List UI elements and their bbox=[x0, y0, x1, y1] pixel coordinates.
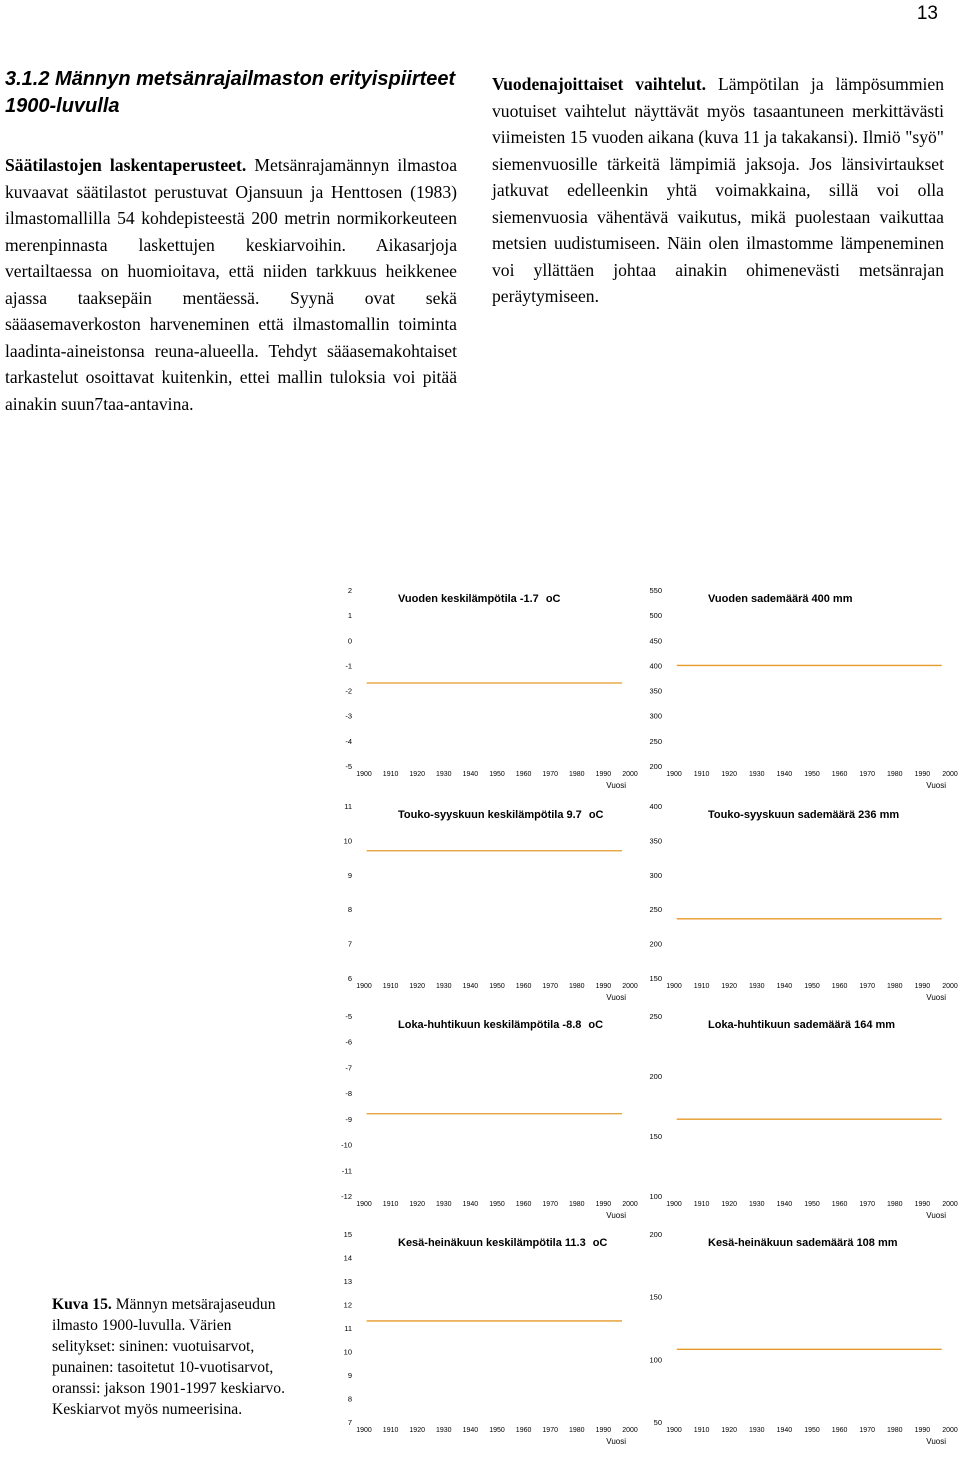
y-tick-label: -5 bbox=[345, 762, 352, 771]
x-tick-label: 2000 bbox=[942, 1427, 958, 1434]
chart-may-sep-precipitation bbox=[648, 800, 958, 1008]
chart-title-unit: oC bbox=[588, 809, 604, 821]
y-tick-label: 200 bbox=[649, 1230, 662, 1239]
x-tick-label: 1900 bbox=[666, 983, 682, 990]
x-axis-label: Vuosi bbox=[606, 1437, 626, 1446]
chart-title bbox=[708, 1019, 895, 1031]
x-tick-label: 1910 bbox=[693, 771, 710, 778]
x-tick-label: 1970 bbox=[859, 771, 875, 778]
x-tick-label: 1900 bbox=[666, 1427, 682, 1434]
y-tick-label: -4 bbox=[345, 736, 352, 746]
x-tick-label: 1920 bbox=[409, 1201, 425, 1208]
x-tick-label: 1910 bbox=[382, 771, 399, 778]
y-tick-label: -7 bbox=[345, 1063, 352, 1073]
x-tick-label: 1950 bbox=[489, 1201, 505, 1208]
y-tick-label: -10 bbox=[341, 1140, 352, 1150]
y-tick-label: 6 bbox=[347, 974, 352, 983]
x-tick-label: 1990 bbox=[914, 1427, 931, 1434]
x-tick-label: 1910 bbox=[693, 1427, 710, 1434]
figure-caption bbox=[52, 1294, 298, 1420]
x-tick-label: 1940 bbox=[776, 1427, 793, 1434]
y-tick-label: -1 bbox=[345, 661, 352, 671]
x-tick-label: 1900 bbox=[666, 1201, 682, 1208]
x-tick-label: 1980 bbox=[569, 1427, 585, 1434]
y-tick-label: -9 bbox=[345, 1114, 352, 1124]
y-tick-label: 250 bbox=[649, 1012, 662, 1021]
x-tick-label: 1980 bbox=[887, 1201, 903, 1208]
figure-caption-lead: Kuva 15. bbox=[52, 1296, 112, 1313]
x-tick-label: 1980 bbox=[887, 983, 903, 990]
chart-jun-jul-temperature bbox=[338, 1228, 638, 1452]
chart-title bbox=[398, 1019, 603, 1031]
left-paragraph bbox=[5, 152, 457, 417]
y-tick-label: -12 bbox=[341, 1192, 352, 1201]
chart-title-text: Vuoden sademäärä 400 mm bbox=[708, 593, 853, 605]
x-tick-label: 1950 bbox=[804, 1201, 820, 1208]
x-tick-label: 1970 bbox=[859, 983, 875, 990]
x-tick-label: 1960 bbox=[831, 983, 848, 990]
figure-caption-body: Männyn metsärajaseudun ilmasto 1900-luvulla. Värien selitykset: sininen: vuotuisarvot, punainen: tasoitetut 10-vuotisarvot, oranssi: jakson 1901-1997 keskiarvo. Keskiarvot myös numeerisina. bbox=[52, 1296, 286, 1418]
x-tick-label: 1930 bbox=[749, 1201, 765, 1208]
x-tick-label: 2000 bbox=[622, 771, 638, 778]
x-tick-label: 2000 bbox=[942, 1201, 958, 1208]
chart-oct-apr-temperature bbox=[338, 1010, 638, 1226]
y-tick-label: 9 bbox=[347, 870, 352, 880]
x-tick-label: 1990 bbox=[595, 1201, 612, 1208]
x-tick-label: 1900 bbox=[356, 771, 372, 778]
x-tick-label: 1980 bbox=[569, 1201, 585, 1208]
y-tick-label: -8 bbox=[345, 1089, 352, 1099]
x-tick-label: 1930 bbox=[749, 1427, 765, 1434]
y-tick-label: 150 bbox=[649, 1132, 662, 1141]
y-tick-label: 0 bbox=[347, 636, 352, 646]
y-tick-label: 50 bbox=[653, 1418, 662, 1427]
x-axis-label: Vuosi bbox=[926, 1437, 946, 1446]
chart-title bbox=[398, 1237, 607, 1249]
x-tick-label: 1990 bbox=[914, 771, 931, 778]
x-tick-label: 1970 bbox=[859, 1427, 875, 1434]
x-tick-label: 1950 bbox=[804, 771, 820, 778]
x-tick-label: 1940 bbox=[776, 983, 793, 990]
x-tick-label: 1910 bbox=[382, 1427, 399, 1434]
x-tick-label: 1960 bbox=[831, 771, 848, 778]
x-tick-label: 1990 bbox=[595, 771, 612, 778]
y-tick-label: 150 bbox=[649, 974, 662, 983]
y-tick-label: 550 bbox=[649, 586, 662, 595]
x-tick-label: 1960 bbox=[515, 1427, 532, 1434]
x-tick-label: 2000 bbox=[942, 983, 958, 990]
x-tick-label: 1900 bbox=[356, 1427, 372, 1434]
x-tick-label: 1900 bbox=[356, 983, 372, 990]
x-tick-label: 1980 bbox=[887, 1427, 903, 1434]
y-tick-label: 150 bbox=[649, 1292, 662, 1302]
x-tick-label: 1990 bbox=[914, 983, 931, 990]
chart-annual-precipitation bbox=[648, 584, 958, 796]
y-tick-label: 400 bbox=[649, 802, 662, 811]
x-tick-label: 1960 bbox=[515, 983, 532, 990]
y-tick-label: 10 bbox=[343, 836, 352, 846]
chart-title bbox=[398, 809, 604, 821]
y-tick-label: 9 bbox=[347, 1371, 352, 1380]
y-tick-label: 11 bbox=[344, 802, 352, 811]
x-axis-label: Vuosi bbox=[926, 993, 946, 1002]
y-tick-label: 100 bbox=[649, 1192, 662, 1201]
y-tick-label: 350 bbox=[649, 686, 662, 696]
y-tick-label: -2 bbox=[345, 686, 352, 696]
y-tick-label: 200 bbox=[649, 1072, 662, 1081]
x-tick-label: 1920 bbox=[409, 1427, 425, 1434]
x-tick-label: 1930 bbox=[749, 983, 765, 990]
chart-title-text: Kesä-heinäkuun keskilämpötila 11.3 bbox=[398, 1237, 586, 1249]
chart-title-text: Kesä-heinäkuun sademäärä 108 mm bbox=[708, 1237, 898, 1249]
x-tick-label: 1940 bbox=[462, 983, 479, 990]
x-tick-label: 1960 bbox=[515, 771, 532, 778]
y-tick-label: 200 bbox=[649, 762, 662, 771]
right-paragraph bbox=[492, 71, 944, 310]
y-tick-label: 250 bbox=[649, 905, 662, 915]
x-tick-label: 1920 bbox=[721, 1201, 737, 1208]
y-tick-label: 8 bbox=[347, 1394, 352, 1404]
x-tick-label: 1920 bbox=[409, 983, 425, 990]
x-tick-label: 1950 bbox=[804, 983, 820, 990]
chart-title bbox=[398, 593, 561, 605]
y-tick-label: 200 bbox=[649, 939, 662, 949]
chart-may-sep-temperature bbox=[338, 800, 638, 1008]
y-tick-label: 11 bbox=[344, 1324, 352, 1333]
right-paragraph-body: Lämpötilan ja lämpösummien vuotuiset vaihtelut näyttävät myös tasaantuneen merkittävästi viimeisten 15 vuoden aikana (kuva 11 ja takakansi). Ilmiö "syö" siemenvuosille tärkeitä lämpimiä jaksoja. Jos länsivirtaukset jatkuvat edelleenkin yhtä voimakkaina, sillä voi olla siemenvuosia vähentävä vaikutus, mikä puolestaan vaikuttaa metsien uudistumiseen. Näin olen ilmastomme lämpeneminen voi yllättäen johtaa ainakin ohimenevästi metsänrajan peräytymiseen. bbox=[492, 74, 944, 306]
x-tick-label: 1910 bbox=[693, 1201, 710, 1208]
x-tick-label: 1950 bbox=[804, 1427, 820, 1434]
x-axis-label: Vuosi bbox=[606, 1211, 626, 1220]
x-tick-label: 2000 bbox=[622, 983, 638, 990]
left-column bbox=[5, 66, 457, 417]
x-tick-label: 2000 bbox=[622, 1427, 638, 1434]
x-tick-label: 1940 bbox=[776, 771, 793, 778]
x-axis-label: Vuosi bbox=[926, 781, 946, 790]
x-tick-label: 2000 bbox=[942, 771, 958, 778]
y-tick-label: 500 bbox=[649, 611, 662, 621]
chart-oct-apr-precipitation bbox=[648, 1010, 958, 1226]
y-tick-label: 1 bbox=[347, 611, 352, 621]
x-tick-label: 1940 bbox=[776, 1201, 793, 1208]
chart-title-unit: oC bbox=[588, 1019, 604, 1031]
y-tick-label: 350 bbox=[649, 836, 662, 846]
left-paragraph-body: Metsänrajamännyn ilmastoa kuvaavat säätilastot perustuvat Ojansuun ja Henttosen (1983) ilmastomallilla 54 kohdepisteestä 200 metrin normikorkeuteen merenpinnasta laskettujen keskiarvoihin. Aikasarjoja vertailtaessa on huomioitava, että niiden tarkkuus heikkenee ajassa taaksepäin mentäessä. Syynä ovat sekä sääasemaverkoston harveneminen että ilmastomallin toiminta laadinta-aineistonsa reuna-alueella. Tehdyt sääasemakohtaiset tarkastelut osoittavat kuitenkin, ettei mallin tuloksia voi pitää ainakin suun7taa-antavina. bbox=[5, 155, 457, 414]
x-tick-label: 1930 bbox=[436, 771, 452, 778]
chart-title-unit: oC bbox=[592, 1237, 608, 1249]
chart-title-text: Loka-huhtikuun sademäärä 164 mm bbox=[708, 1019, 896, 1031]
y-tick-label: 10 bbox=[343, 1347, 352, 1357]
chart-title-unit: oC bbox=[545, 593, 561, 605]
x-tick-label: 1960 bbox=[831, 1201, 848, 1208]
x-tick-label: 1910 bbox=[382, 983, 399, 990]
y-tick-label: -6 bbox=[345, 1037, 352, 1047]
x-tick-label: 1900 bbox=[666, 771, 682, 778]
x-tick-label: 1920 bbox=[721, 1427, 737, 1434]
page-number: 13 bbox=[916, 3, 938, 24]
x-tick-label: 1960 bbox=[831, 1427, 848, 1434]
x-tick-label: 2000 bbox=[622, 1201, 638, 1208]
x-tick-label: 1900 bbox=[356, 1201, 372, 1208]
chart-title-text: Touko-syyskuun keskilämpötila 9.7 bbox=[398, 809, 582, 821]
chart-title-text: Loka-huhtikuun keskilämpötila -8.8 bbox=[398, 1019, 582, 1031]
x-tick-label: 1920 bbox=[721, 771, 737, 778]
x-tick-label: 1940 bbox=[462, 1201, 479, 1208]
x-tick-label: 1910 bbox=[693, 983, 710, 990]
y-tick-label: 12 bbox=[343, 1300, 352, 1310]
x-tick-label: 1930 bbox=[436, 1201, 452, 1208]
x-tick-label: 1920 bbox=[409, 771, 425, 778]
chart-annual-temperature bbox=[338, 584, 638, 796]
x-tick-label: 1950 bbox=[489, 983, 505, 990]
left-paragraph-lead: Säätilastojen laskentaperusteet. bbox=[5, 155, 247, 175]
y-tick-label: 300 bbox=[649, 711, 662, 721]
x-tick-label: 1960 bbox=[515, 1201, 532, 1208]
y-tick-label: 13 bbox=[343, 1277, 352, 1286]
x-tick-label: 1910 bbox=[382, 1201, 399, 1208]
x-tick-label: 1980 bbox=[887, 771, 903, 778]
x-tick-label: 1930 bbox=[436, 1427, 452, 1434]
x-tick-label: 1990 bbox=[914, 1201, 931, 1208]
x-tick-label: 1970 bbox=[542, 1201, 558, 1208]
x-tick-label: 1950 bbox=[489, 1427, 505, 1434]
y-tick-label: -5 bbox=[345, 1012, 352, 1021]
chart-jun-jul-precipitation bbox=[648, 1228, 958, 1452]
y-tick-label: 8 bbox=[347, 905, 352, 915]
y-tick-label: 400 bbox=[649, 661, 662, 671]
y-tick-label: -11 bbox=[341, 1166, 352, 1176]
y-tick-label: 100 bbox=[649, 1355, 662, 1365]
x-tick-label: 1990 bbox=[595, 983, 612, 990]
chart-title-text: Touko-syyskuun sademäärä 236 mm bbox=[708, 809, 900, 821]
chart-title bbox=[708, 809, 899, 821]
chart-title-text: Vuoden keskilämpötila -1.7 bbox=[398, 593, 539, 605]
y-tick-label: 15 bbox=[343, 1230, 352, 1239]
x-tick-label: 1940 bbox=[462, 771, 479, 778]
x-tick-label: 1930 bbox=[749, 771, 765, 778]
y-tick-label: 7 bbox=[347, 1418, 352, 1427]
right-paragraph-lead: Vuodenajoittaiset vaihtelut. bbox=[492, 74, 707, 94]
y-tick-label: 7 bbox=[347, 939, 352, 949]
right-column bbox=[492, 71, 944, 310]
x-tick-label: 1920 bbox=[721, 983, 737, 990]
section-heading: 3.1.2 Männyn metsänrajailmaston erityispiirteet 1900-luvulla bbox=[5, 68, 456, 117]
y-tick-label: 14 bbox=[343, 1253, 352, 1263]
x-axis-label: Vuosi bbox=[606, 993, 626, 1002]
x-tick-label: 1950 bbox=[489, 771, 505, 778]
x-tick-label: 1980 bbox=[569, 771, 585, 778]
x-tick-label: 1970 bbox=[542, 1427, 558, 1434]
x-tick-label: 1990 bbox=[595, 1427, 612, 1434]
x-axis-label: Vuosi bbox=[606, 781, 626, 790]
chart-title bbox=[708, 593, 853, 605]
x-tick-label: 1940 bbox=[462, 1427, 479, 1434]
y-tick-label: 300 bbox=[649, 870, 662, 880]
x-tick-label: 1930 bbox=[436, 983, 452, 990]
x-tick-label: 1970 bbox=[542, 983, 558, 990]
x-tick-label: 1980 bbox=[569, 983, 585, 990]
y-tick-label: 450 bbox=[649, 636, 662, 646]
x-tick-label: 1970 bbox=[542, 771, 558, 778]
y-tick-label: 250 bbox=[649, 736, 662, 746]
y-tick-label: -3 bbox=[345, 711, 352, 721]
y-tick-label: 2 bbox=[347, 586, 352, 595]
chart-title bbox=[708, 1237, 898, 1249]
x-tick-label: 1970 bbox=[859, 1201, 875, 1208]
x-axis-label: Vuosi bbox=[926, 1211, 946, 1220]
